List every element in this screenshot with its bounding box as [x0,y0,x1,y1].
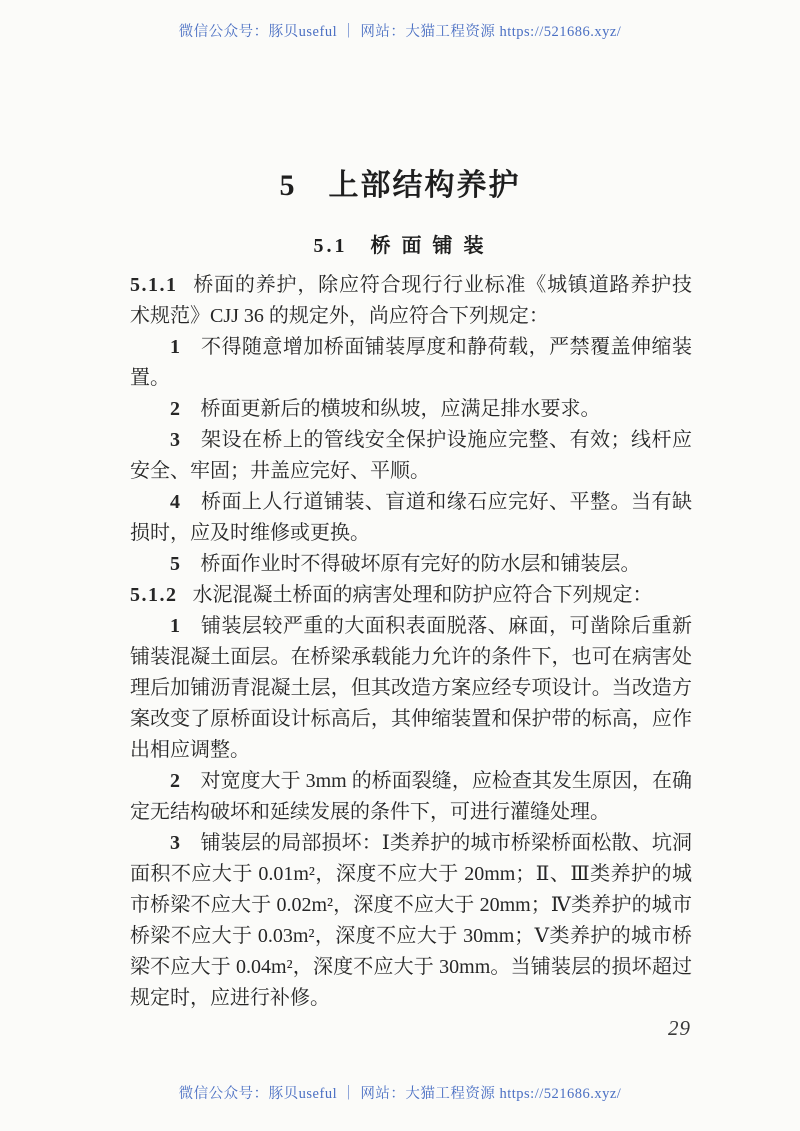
section-title: 5.1 桥 面 铺 装 [313,235,487,257]
item-number: 2 [170,770,182,792]
list-item-3b [130,828,692,1014]
item-number: 1 [170,615,182,637]
item-number: 3 [170,429,182,451]
document-body [130,270,692,1014]
item-number: 5 [170,553,182,575]
item-number: 1 [170,336,182,358]
item-text: 桥面更新后的横坡和纵坡，应满足排水要求。 [200,398,601,420]
item-text: 桥面上人行道铺装、盲道和缘石应完好、平整。当有缺损时，应及时维修或更换。 [130,491,692,544]
list-item-3 [130,425,692,487]
item-number: 3 [170,832,182,854]
item-text: 桥面作业时不得破坏原有完好的防水层和铺装层。 [200,553,641,575]
page-number: 29 [668,1016,691,1040]
clause-label: 5.1.1 [130,274,178,296]
list-item-2 [130,394,692,425]
item-text: 铺装层较严重的大面积表面脱落、麻面，可凿除后重新铺装混凝土面层。在桥梁承载能力允许的条件下，也可在病害处理后加铺沥青混凝土层，但其改造方案应经专项设计。当改造方案改变了原桥面设计标高后，其伸缩装置和保护带的标高，应作出相应调整。 [130,615,692,761]
footer-watermark: 微信公众号：豚贝useful ｜ 网站：大猫工程资源 https://521686.xyz/ [178,1086,622,1102]
clause-label: 5.1.2 [130,584,178,606]
item-text: 对宽度大于 3mm 的桥面裂缝，应检查其发生原因，在确定无结构破坏和延续发展的条件下，可进行灌缝处理。 [130,770,692,823]
list-item-2b [130,766,692,828]
list-item-1 [130,332,692,394]
list-item-5 [130,549,692,580]
clause-text: 桥面的养护，除应符合现行行业标准《城镇道路养护技术规范》CJJ 36 的规定外，尚应符合下列规定： [130,274,692,327]
clause-5-1-2 [130,580,692,611]
item-text: 铺装层的局部损坏：Ⅰ类养护的城市桥梁桥面松散、坑洞面积不应大于 0.01m²，深度不应大于 20mm；Ⅱ、Ⅲ类养护的城市桥梁不应大于 0.02m²，深度不应大于 20mm；Ⅳ类养护的城市桥梁不应大于 0.03m²，深度不应大于 30mm；Ⅴ类养护的城市桥梁不应大于 0.04m²，深度不应大于 30mm。当铺装层的损坏超过规定时，应进行补修。 [130,832,692,1009]
item-number: 2 [170,398,182,420]
item-number: 4 [170,491,182,513]
item-text: 架设在桥上的管线安全保护设施应完整、有效；线杆应安全、牢固；井盖应完好、平顺。 [130,429,692,482]
chapter-title: 5 上部结构养护 [279,169,521,202]
clause-5-1-1 [130,270,692,332]
list-item-4 [130,487,692,549]
list-item-1b [130,611,692,766]
item-text: 不得随意增加桥面铺装厚度和静荷载，严禁覆盖伸缩装置。 [130,336,692,389]
clause-text: 水泥混凝土桥面的病害处理和防护应符合下列规定： [192,584,653,606]
header-watermark: 微信公众号：豚贝useful ｜ 网站：大猫工程资源 https://521686.xyz/ [178,24,622,40]
